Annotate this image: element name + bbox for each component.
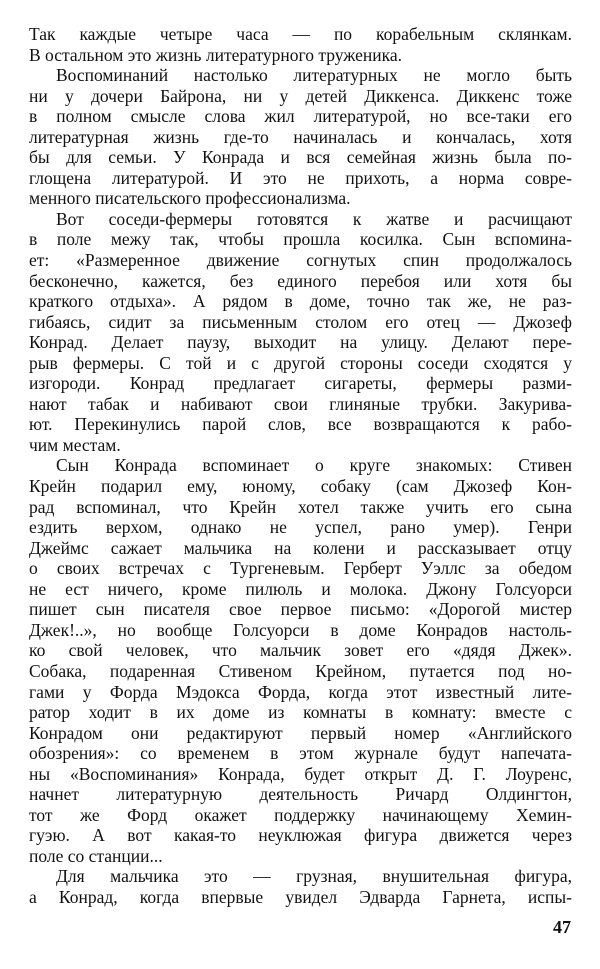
text-line: изгороди. Конрад предлагает сигареты, фермеры разми- <box>29 373 572 394</box>
text-line: Так каждые четыре часа — по корабельным склянкам. <box>29 24 572 44</box>
text-line: В остальном это жизнь литературного труженика. <box>29 44 402 65</box>
text-line: гами у Форда Мэдокса Форда, когда этот известный лите- <box>29 681 572 702</box>
text-line: глощена литературой. И это не прихоть, а норма совре- <box>29 167 572 188</box>
text-line: ездить верхом, однако не успел, рано умер). Генри <box>29 517 572 538</box>
text-line: Воспоминаний настолько литературных не могло быть <box>56 65 572 86</box>
text-line: краткого отдыха». А рядом в доме, точно так же, не раз- <box>29 291 572 312</box>
text-line: тот же Форд окажет поддержку начинающему Хемин- <box>29 804 572 825</box>
text-line: ны «Воспоминания» Конрада, будет открыт Д. Г. Лоуренс, <box>29 763 572 784</box>
text-line: ет: «Размеренное движение согнутых спин продолжалось <box>29 250 572 271</box>
text-line: Для мальчика это — грузная, внушительная фигура, <box>56 866 572 887</box>
text-line: Крейн подарил ему, юному, собаку (сам Джозеф Кон- <box>29 476 572 497</box>
text-line: Джек!..», но вообще Голсуорси в доме Конрадов настоль- <box>29 619 572 640</box>
text-line: ратор ходит в их доме из комнаты в комнату: вместе с <box>29 702 572 723</box>
paragraph <box>29 209 572 456</box>
text-line: менного писательского профессионализма. <box>29 188 351 209</box>
text-line: ни у дочери Байрона, ни у детей Диккенса. Диккенс тоже <box>29 85 572 106</box>
text-line: бесконечно, кажется, без единого перебоя или хотя бы <box>29 270 572 291</box>
text-line: гуэю. А вот какая-то неуклюжая фигура движется через <box>29 825 572 846</box>
book-page-text <box>29 24 572 908</box>
text-line: обозрения»: со временем в этом журнале будут напечата- <box>29 743 572 764</box>
text-line: а Конрад, когда впервые увидел Эдварда Гарнета, испы- <box>29 886 572 907</box>
text-line: не ест ничего, кроме пилюль и молока. Джону Голсуорси <box>29 578 572 599</box>
text-line: в полном смысле слова жил литературой, но все-таки его <box>29 106 572 127</box>
text-line: бы для семьи. У Конрада и вся семейная жизнь была по- <box>29 147 572 168</box>
text-line: литературная жизнь где-то начиналась и кончалась, хотя <box>29 126 572 147</box>
text-line: Собака, подаренная Стивеном Крейном, путается под но- <box>29 660 572 681</box>
text-line: Конрадом они редактируют первый номер «Английского <box>29 722 572 743</box>
paragraph <box>29 65 572 209</box>
text-line: поле со станции... <box>29 845 163 866</box>
text-line: Вот соседи-фермеры готовятся к жатве и расчищают <box>56 208 572 229</box>
text-line: ко свой человек, что мальчик зовет его «дядя Джек». <box>29 640 572 661</box>
text-line: пишет сын писателя свое первое письмо: «Дорогой мистер <box>29 599 572 620</box>
text-line: гибаясь, сидит за письменным столом его отец — Джозеф <box>29 311 572 332</box>
text-line: нают табак и набивают свои глиняные трубки. Закурива- <box>29 393 572 414</box>
text-line: Джеймс сажает мальчика на колени и рассказывает отцу <box>29 537 572 558</box>
text-line: о своих встречах с Тургеневым. Герберт Уэллс за обедом <box>29 558 572 579</box>
text-line: начнет литературную деятельность Ричард Олдингтон, <box>29 784 572 805</box>
text-line: ют. Перекинулись парой слов, все возвращаются к рабо- <box>29 414 572 435</box>
paragraph <box>29 24 572 65</box>
text-line: Сын Конрада вспоминает о круге знакомых: Стивен <box>56 455 572 476</box>
text-line: чим местам. <box>29 434 121 455</box>
text-line: Конрад. Делает паузу, выходит на улицу. Делают пере- <box>29 332 572 353</box>
text-line: в поле межу так, чтобы прошла косилка. Сын вспомина- <box>29 229 572 250</box>
page-number: 47 <box>553 917 571 937</box>
paragraph <box>29 866 572 907</box>
text-line: рыв фермеры. С той и с другой стороны соседи сходятся у <box>29 352 572 373</box>
text-line: рад вспоминал, что Крейн хотел также учить его сына <box>29 496 572 517</box>
paragraph <box>29 455 572 866</box>
